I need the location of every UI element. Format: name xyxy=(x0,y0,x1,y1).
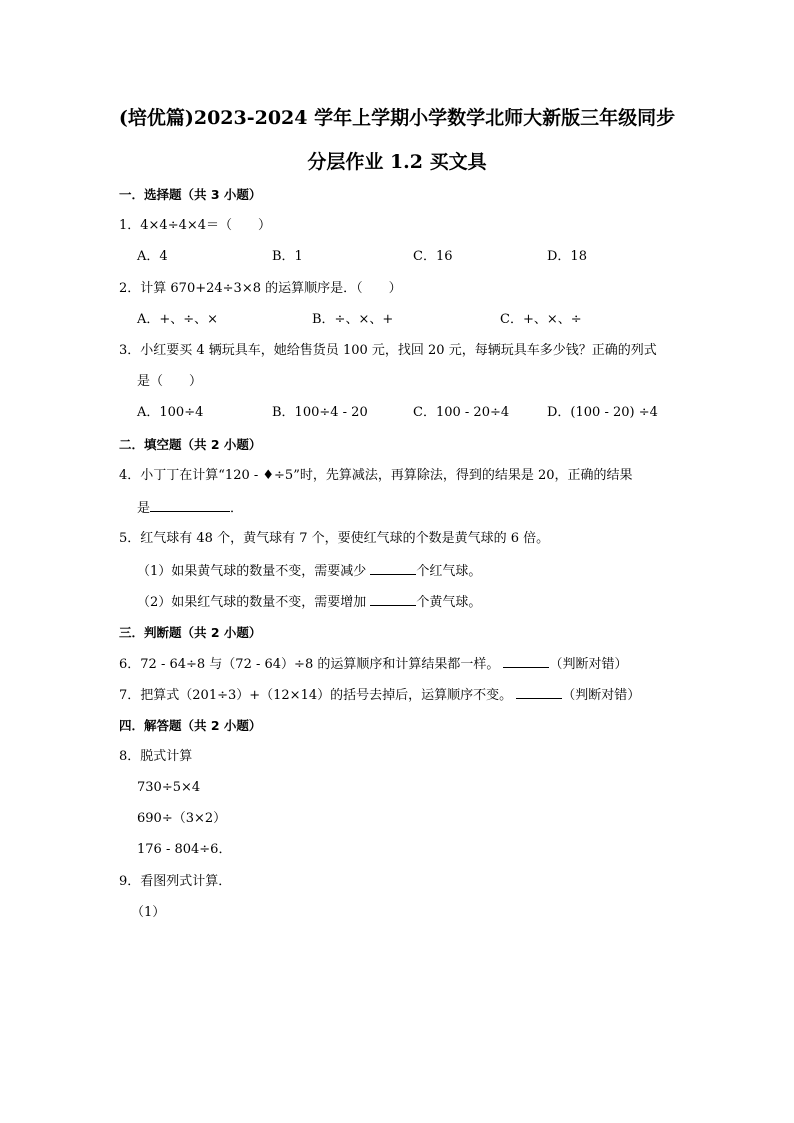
q5-sub2-pre: （2）如果红气球的数量不变，需要增加 xyxy=(137,595,371,610)
q5-sub1-blank[interactable] xyxy=(370,560,416,575)
q3-option-c: C．100 - 20÷4 xyxy=(413,405,510,420)
q8-expression-2: 690÷（3×2） xyxy=(137,811,227,826)
q7-judge-label: （判断对错） xyxy=(562,688,641,703)
question-5-line-1: 5．红气球有 48 个，黄气球有 7 个，要使红气球的个数是黄气球的 6 倍。 xyxy=(119,531,550,546)
q9-sub-1: （1） xyxy=(131,905,166,920)
q4-pre-text: 是 xyxy=(137,501,151,516)
q1-option-a: A．4 xyxy=(137,249,168,264)
q3-option-d: D．(100 - 20) ÷4 xyxy=(547,405,658,420)
section-1-heading: 一．选择题（共 3 小题） xyxy=(119,187,262,202)
section-3-heading: 三．判断题（共 2 小题） xyxy=(119,625,262,640)
q8-expression-1: 730÷5×4 xyxy=(137,780,201,795)
question-4-line-2 xyxy=(137,497,243,519)
q3-option-a: A．100÷4 xyxy=(137,405,204,420)
section-4-heading: 四．解答题（共 2 小题） xyxy=(119,718,262,733)
question-1-stem: 1．4×4÷4×4＝（ ） xyxy=(119,218,272,233)
q2-option-c: C．+、×、÷ xyxy=(500,312,582,327)
q6-answer-blank[interactable] xyxy=(503,653,549,668)
q5-sub2-blank[interactable] xyxy=(370,591,416,606)
question-9-stem: 9．看图列式计算． xyxy=(119,874,232,889)
q4-answer-blank[interactable] xyxy=(150,497,230,512)
question-8-stem: 8．脱式计算 xyxy=(119,749,193,764)
q5-sub1-post: 个红气球。 xyxy=(416,564,482,579)
q3-option-b: B．100÷4 - 20 xyxy=(272,405,368,420)
q1-option-d: D．18 xyxy=(547,249,587,264)
q1-option-b: B．1 xyxy=(272,249,303,264)
q6-text: 6．72 - 64÷8 与（72 - 64）÷8 的运算顺序和计算结果都一样。 xyxy=(119,657,504,672)
document-title-line-1: (培优篇)2023-2024 学年上学期小学数学北师大新版三年级同步 xyxy=(118,107,676,129)
question-7 xyxy=(119,684,640,706)
question-3-stem-line-1: 3．小红要买 4 辆玩具车，她给售货员 100 元，找回 20 元，每辆玩具车多少钱？正确的列式 xyxy=(119,343,657,358)
q6-judge-label: （判断对错） xyxy=(549,657,628,672)
question-2-stem: 2．计算 670+24÷3×8 的运算顺序是．（ ） xyxy=(119,281,402,296)
q7-answer-blank[interactable] xyxy=(516,684,562,699)
q2-option-b: B．÷、×、+ xyxy=(312,312,394,327)
q4-post-text: ． xyxy=(230,501,244,516)
question-4-line-1: 4．小丁丁在计算“120 - ♦÷5”时，先算减法，再算除法，得到的结果是 20，正确的结果 xyxy=(119,468,633,483)
question-5-sub-1 xyxy=(137,560,481,582)
q5-sub1-pre: （1）如果黄气球的数量不变，需要减少 xyxy=(137,564,371,579)
document-title-line-2: 分层作业 1.2 买文具 xyxy=(307,151,487,173)
q2-option-a: A．+、÷、× xyxy=(137,312,219,327)
question-5-sub-2 xyxy=(137,591,481,613)
q7-text: 7．把算式（201÷3）+（12×14）的括号去掉后，运算顺序不变。 xyxy=(119,688,517,703)
section-2-heading: 二．填空题（共 2 小题） xyxy=(119,437,262,452)
question-3-stem-line-2: 是（ ） xyxy=(137,374,203,389)
q5-sub2-post: 个黄气球。 xyxy=(416,595,482,610)
question-6 xyxy=(119,653,628,675)
q8-expression-3: 176 - 804÷6． xyxy=(137,842,232,857)
q1-option-c: C．16 xyxy=(413,249,453,264)
